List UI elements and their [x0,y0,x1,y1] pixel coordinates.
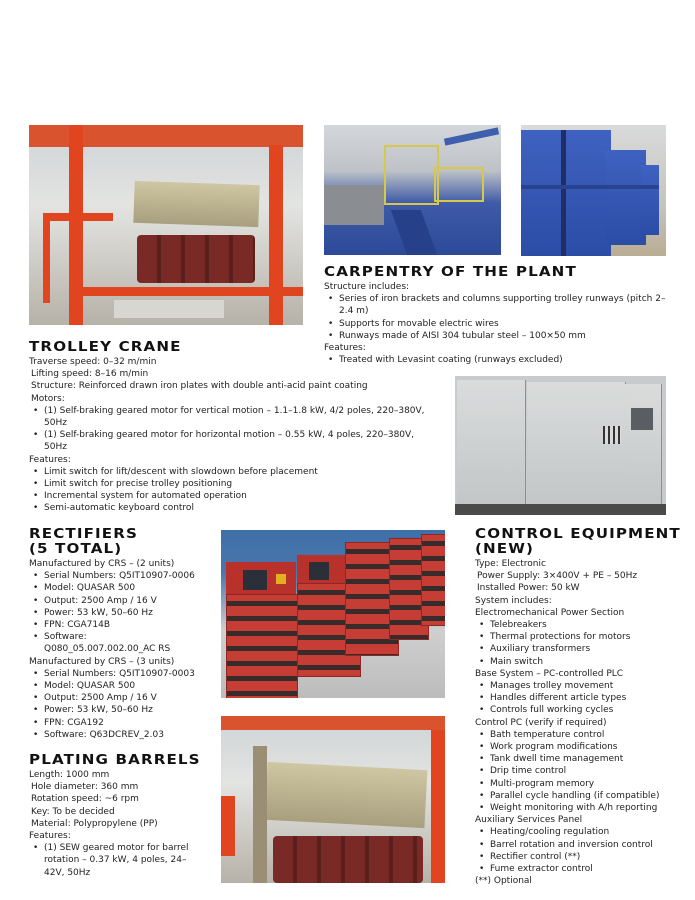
features-label: Features: [29,454,71,465]
list-item: • Main switch [475,656,685,668]
spec-line: Rotation speed: ~6 rpm [31,794,139,805]
spec-line: Installed Power: 50 kW [477,583,580,594]
list-item: • Model: QUASAR 500 [29,680,219,692]
control-equipment-section [475,527,685,887]
section-header: Electromechanical Power Section [475,607,625,618]
list-item: • Weight monitoring with A/h reporting [475,802,685,814]
list-item: • Fume extractor control [475,863,685,875]
rectifiers-photo [221,530,445,698]
list-item: • (1) Self-braking geared motor for vertical motion – 1.1–1.8 kW, 4/2 poles, 220–380V, 50Hz [29,405,449,429]
list-item: • Series of iron brackets and columns supporting trolley runways (pitch 2– [324,293,674,305]
list-item: • Rectifier control (**) [475,851,685,863]
list-item: • (1) Self-braking geared motor for horizontal motion – 0.55 kW, 4 poles, 220–380V, 50Hz [29,429,449,453]
list-item: • Controls full working cycles [475,704,685,716]
list-item: • FPN: CGA192 [29,717,219,729]
rectifiers-title: RECTIFIERS [29,526,139,542]
spec-line: Key: To be decided [31,806,115,817]
list-item: • Auxiliary transformers [475,643,685,655]
list-item-continuation: 2.4 m) [339,306,369,317]
rectifiers-subtitle: (5 TOTAL) [29,541,123,557]
control-equipment-title: CONTROL EQUIPMENT [475,526,681,542]
carpentry-photo-2 [521,125,666,256]
spec-line: Motors: [31,393,65,404]
plating-barrels-title: PLATING BARRELS [29,752,201,768]
list-item: • Runways made of AISI 304 tubular steel – 100×50 mm [324,330,674,342]
list-item: • Heating/cooling regulation [475,826,685,838]
list-item: • Thermal protections for motors [475,631,685,643]
section-header: Base System – PC-controlled PLC [475,668,624,679]
software-version: Q080_05.007.002.00_AC RS [44,644,171,655]
list-item: • Software: Q63DCREV_2.03 [29,729,219,741]
list-item: • Model: QUASAR 500 [29,582,219,594]
carpentry-title: CARPENTRY OF THE PLANT [324,264,577,280]
group-header: Manufactured by CRS – (2 units) [29,559,175,569]
control-cabinet-photo [455,376,666,515]
list-item: • (1) SEW geared motor for barrel rotation – 0.37 kW, 4 poles, 24– 42V, 50Hz [29,842,219,879]
list-item: • Serial Numbers: Q5IT10907-0006 [29,570,219,582]
list-item: • Barrel rotation and inversion control [475,839,685,851]
list-item: • Work program modifications [475,741,685,753]
list-item: • Incremental system for automated operation [29,490,449,502]
control-equipment-subtitle: (NEW) [475,541,535,557]
section-header: Auxiliary Services Panel [475,815,583,826]
plating-barrels-section [29,753,219,879]
features-label: Features: [29,831,71,842]
list-item: • Semi-automatic keyboard control [29,502,449,514]
list-item: • Limit switch for lift/descent with slowdown before placement [29,466,449,478]
trolley-crane-section [29,340,449,515]
list-item: • Handles different article types [475,692,685,704]
list-item: • Power: 53 kW, 50–60 Hz [29,704,219,716]
rectifiers-section [29,527,219,741]
list-item: • Serial Numbers: Q5IT10907-0003 [29,668,219,680]
list-item: • Bath temperature control [475,729,685,741]
list-item: • Multi-program memory [475,778,685,790]
carpentry-intro: Structure includes: [324,282,410,292]
list-item: • Tank dwell time management [475,753,685,765]
spec-line: Lifting speed: 8–16 m/min [31,369,149,380]
features-label: Features: [324,343,366,354]
list-item: • FPN: CGA714B [29,619,219,631]
spec-line: Traverse speed: 0–32 m/min [29,357,157,367]
spec-line: Length: 1000 mm [29,770,110,780]
list-item: • Manages trolley movement [475,680,685,692]
spec-line: Type: Electronic [475,559,546,569]
list-item: • Limit switch for precise trolley positioning [29,478,449,490]
list-item: • Telebreakers [475,619,685,631]
spec-line: Structure: Reinforced drawn iron plates with double anti-acid paint coating [31,381,368,392]
list-item: • Treated with Levasint coating (runways excluded) [324,354,674,366]
list-item: • Software: [29,631,219,643]
list-item: • Power: 53 kW, 50–60 Hz [29,607,219,619]
spec-line: Hole diameter: 360 mm [31,782,139,793]
trolley-crane-photo [29,125,303,325]
list-item: • Parallel cycle handling (if compatible) [475,790,685,802]
plating-barrel-photo [221,716,445,883]
trolley-crane-title: TROLLEY CRANE [29,339,182,355]
group-header: Manufactured by CRS – (3 units) [29,656,175,667]
spec-line: System includes: [475,595,552,606]
spec-line: Material: Polypropylene (PP) [31,818,158,829]
list-item: • Drip time control [475,765,685,777]
list-item: • Output: 2500 Amp / 16 V [29,595,219,607]
footnote: (**) Optional [475,876,532,887]
list-item: • Supports for movable electric wires [324,318,674,330]
spec-line: Power Supply: 3×400V + PE – 50Hz [477,571,638,582]
list-item: • Output: 2500 Amp / 16 V [29,692,219,704]
carpentry-photo-1 [324,125,501,255]
section-header: Control PC (verify if required) [475,717,607,728]
